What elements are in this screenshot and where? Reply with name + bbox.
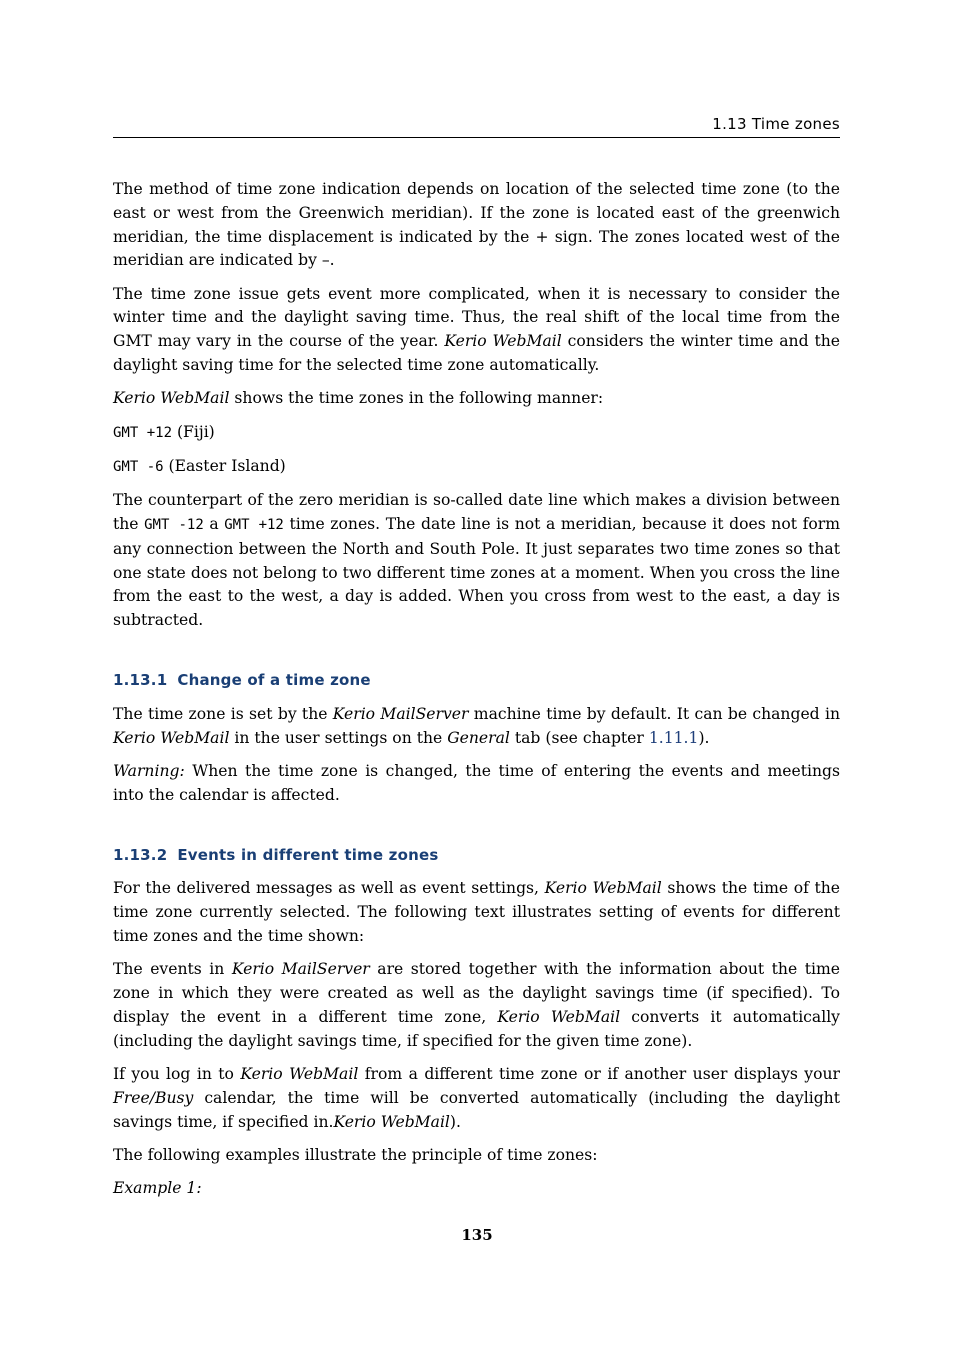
example-label: Example 1: bbox=[113, 1179, 202, 1198]
paragraph-warning bbox=[113, 760, 840, 808]
text-run: When the time zone is changed, the time of entering the events and meetings into the calendar is affected. bbox=[113, 761, 840, 804]
product-name: Kerio WebMail bbox=[497, 1007, 621, 1026]
header-section-title: 1.13 Time zones bbox=[712, 115, 840, 133]
text-run: from a different time zone or if another user displays your bbox=[358, 1064, 841, 1083]
text-run: The events in bbox=[113, 960, 232, 979]
product-name: Kerio MailServer bbox=[231, 960, 370, 979]
paragraph-events-stored bbox=[113, 958, 840, 1053]
product-name: Kerio WebMail bbox=[333, 1112, 450, 1131]
page-content bbox=[113, 178, 840, 1210]
section-number: 1.13.2 bbox=[113, 845, 168, 864]
product-name: Kerio WebMail bbox=[113, 728, 230, 747]
section-title: Change of a time zone bbox=[177, 671, 371, 690]
text-run: The time zone issue gets event more complicated, when it is necessary to consider the winter time and the daylight saving time. Thus, the real shift of the local time from the GMT may vary in the course of the year. bbox=[113, 284, 840, 351]
text-run: The following examples illustrate the principle of time zones: bbox=[113, 1145, 598, 1164]
product-name: Kerio WebMail bbox=[113, 389, 230, 408]
paragraph-delivered-messages bbox=[113, 877, 840, 948]
text-run: calendar, the time will be converted automatically (including the daylight savings time, if specified in. bbox=[113, 1088, 840, 1131]
code-gmt: GMT +12 bbox=[113, 424, 173, 441]
paragraph-daylight-saving bbox=[113, 283, 840, 378]
code-gmt: GMT -6 bbox=[113, 458, 164, 475]
text-run: (Easter Island) bbox=[163, 456, 286, 475]
text-run: machine time by default. It can be changed in bbox=[468, 704, 840, 723]
example-1-label bbox=[113, 1177, 840, 1201]
product-name: Kerio WebMail bbox=[444, 332, 562, 351]
product-name: Kerio MailServer bbox=[332, 704, 469, 723]
product-name: Kerio WebMail bbox=[240, 1064, 359, 1083]
text-run: time zones. The date line is not a meridian, because it does not form any connection between the North and South Pole. It just separates two time zones so that one state does not belong to two different time zones at a moment. When you cross the line from the east to the west, a day is added. When you cross from west to the east, a day is subtracted. bbox=[113, 515, 840, 630]
paragraph-log-in-different-zone bbox=[113, 1063, 840, 1134]
text-run: The time zone is set by the bbox=[113, 704, 333, 723]
section-number: 1.13.1 bbox=[113, 671, 168, 690]
product-name: Kerio WebMail bbox=[544, 879, 662, 898]
example-fiji bbox=[113, 421, 840, 446]
paragraph-shows-timezones bbox=[113, 387, 840, 411]
text-run: (Fiji) bbox=[172, 422, 215, 441]
paragraph-examples-intro bbox=[113, 1144, 840, 1168]
page-number: 135 bbox=[461, 1226, 493, 1244]
text-run: converts it automatically (including the daylight savings time, if specified for the given time zone). bbox=[113, 1007, 840, 1050]
text-run: considers the winter time and the daylight saving time for the selected time zone automatically. bbox=[113, 332, 840, 375]
text-run: are stored together with the information about the time zone in which they were created as well as the daylight savings time (if specified). To display the event in a different time zone, bbox=[113, 960, 840, 1026]
tab-name: General bbox=[447, 728, 510, 747]
text-run: a bbox=[203, 515, 225, 534]
paragraph-timezone-indication bbox=[113, 178, 840, 273]
text-run: For the delivered messages as well as event settings, bbox=[113, 879, 545, 898]
text-run: The counterpart of the zero meridian is so-called date line which makes a division between the bbox=[113, 491, 840, 534]
paragraph-text: The method of time zone indication depends on location of the selected time zone (to the east or west from the Greenwich meridian). If the zone is located east of the greenwich meridian, the time displacement is indicated by the + sign. The zones located west of the meridian are indicated by –. bbox=[113, 180, 840, 270]
text-run: tab (see chapter bbox=[509, 728, 649, 747]
text-run: in the user settings on the bbox=[229, 728, 448, 747]
text-run: ). bbox=[449, 1112, 461, 1131]
code-gmt: GMT -12 bbox=[144, 517, 204, 534]
chapter-reference-link[interactable]: 1.11.1 bbox=[648, 728, 699, 747]
paragraph-timezone-set bbox=[113, 703, 840, 751]
section-heading-events-time-zones bbox=[113, 844, 840, 868]
warning-label: Warning: bbox=[113, 761, 185, 780]
text-run: If you log in to bbox=[113, 1064, 241, 1083]
example-easter-island bbox=[113, 455, 840, 480]
section-title: Events in different time zones bbox=[177, 845, 439, 864]
running-header bbox=[113, 113, 840, 138]
section-heading-change-time-zone bbox=[113, 669, 840, 693]
paragraph-date-line bbox=[113, 489, 840, 633]
feature-name: Free/Busy bbox=[113, 1088, 194, 1107]
code-gmt: GMT +12 bbox=[224, 517, 284, 534]
text-run: ). bbox=[698, 728, 710, 747]
text-run: shows the time of the time zone currently selected. The following text illustrates setting of events for different time zones and the time shown: bbox=[113, 879, 840, 945]
text-run: shows the time zones in the following manner: bbox=[229, 389, 604, 408]
